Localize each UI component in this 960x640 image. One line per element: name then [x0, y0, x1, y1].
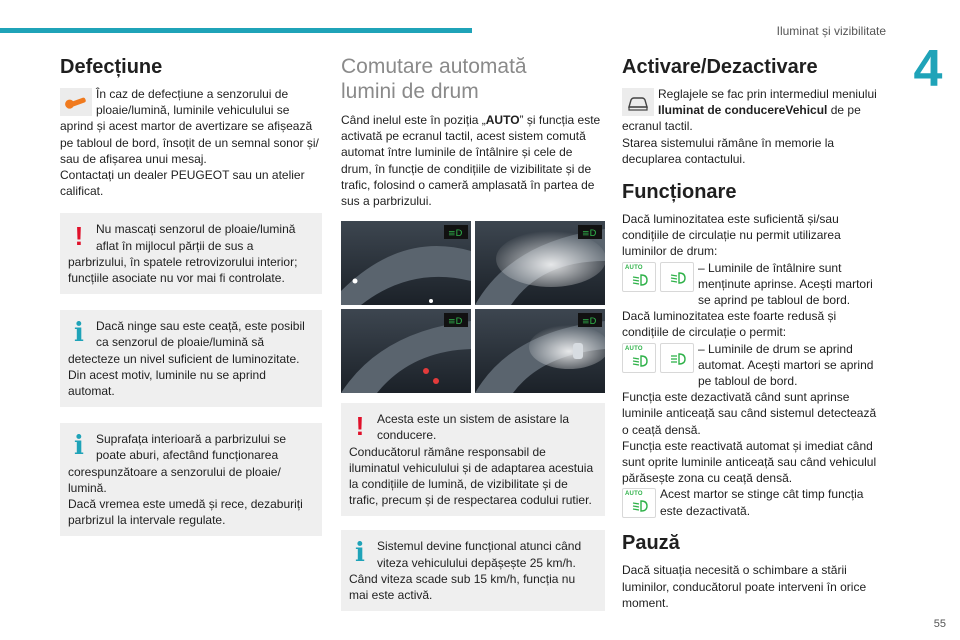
- warning-note-sensor: [60, 213, 322, 294]
- warning-exclamation-icon: !: [74, 221, 84, 252]
- defect-contact-text: Contactați un dealer PEUGEOT sau un atelier calificat.: [60, 168, 305, 199]
- section-title-operation: Funcționare: [622, 181, 737, 204]
- low-beam-indicator-icon: [660, 262, 694, 292]
- info-icon: i: [355, 538, 365, 569]
- fog-reactivation-text: Funcția este reactivată automat și imediat când sunt oprite luminile anticeață sau când vehiculul părăsește zona cu ceață densă.: [622, 438, 877, 486]
- section-title-activation: Activare/Dezactivare: [622, 56, 818, 78]
- deactivated-text: Acest martor se stinge cât timp funcția este dezactivată.: [660, 487, 864, 518]
- note-text: Dacă ninge sau este ceață, este posibil ca senzorul de ploaie/lumină să detecteze un nivel suficient de luminozitate. Din acest motiv, luminile nu se aprind automat.: [68, 319, 305, 399]
- pause-text: Dacă situația necesită o schimbare a stării luminilor, conducătorul poate interveni în orice moment.: [622, 563, 867, 610]
- column-auto-high-beam: [341, 54, 605, 611]
- info-note-snow: [60, 310, 322, 407]
- note-text: Sistemul devine funcțional atunci când viteza vehiculului depășește 25 km/h.: [377, 539, 582, 570]
- info-icon: i: [74, 431, 84, 462]
- note-text: Suprafața interioară a parbrizului se poate aburi, afectând funcționarea corespunzătoare a senzorului de ploaie/ lumină.: [68, 432, 287, 495]
- operation-intro: Dacă luminozitatea este suficientă și/sau condițiile de circulație nu permit utilizarea luminilor de drum:: [622, 212, 841, 259]
- auto-lights-indicator-icon: AUTO: [622, 262, 656, 292]
- section-title-pause: Pauză: [622, 532, 680, 555]
- svg-text:≡D: ≡D: [448, 229, 463, 240]
- note-text: Nu mascați senzorul de ploaie/lumină aflat în mijlocul părții de sus a parbrizului, în spatele retrovizorului interior; funcțiile asociate nu vor mai fi controlate.: [68, 222, 298, 286]
- section-title-auto-high-beam: [341, 54, 605, 104]
- defect-text: În caz de defecțiune a senzorului de ploaie/lumină, luminile vehiculului se aprind și acest martor de avertizare se afișează pe tabloul de bord, însoțit de un semnal sonor și/ sau de afișarea unui mesaj.: [60, 87, 319, 166]
- auto-high-beam-text: Când inelul este în poziția „AUTO” și funcția este activată pe ecranul tactil, acest sistem comută automat între luminile de întâlnire și cele de drum, în funcție de condițiile de vizibilitate și de trafic, folosind o cameră amplasată în partea de sus a parbrizului.: [341, 113, 601, 209]
- chapter-number: 4: [913, 40, 943, 98]
- auto-lights-indicator-icon: AUTO: [622, 488, 656, 518]
- car-settings-icon: [622, 88, 654, 116]
- header-accent-bar: [0, 28, 472, 33]
- wrench-icon: [60, 88, 92, 116]
- fog-deactivation-text: Funcția este dezactivată când sunt aprinse luminile anticeață sau când sistemul detectează o ceață densă.: [622, 390, 877, 437]
- auto-lights-indicator-icon: AUTO: [622, 343, 656, 373]
- low-light-intro: Dacă luminozitatea este foarte redusă și condițiile de circulație o permit:: [622, 309, 837, 340]
- activation-block: [622, 86, 884, 135]
- page-header-title: Iluminat și vizibilitate: [776, 24, 886, 38]
- note-text: Conducătorul rămâne responsabil de iluminatul vehiculului și de adaptarea acestuia la condițiile de lumină, de vizibilitate și de trafic, precum și de respectarea codului rutier.: [349, 444, 594, 508]
- defect-paragraph-block: [60, 86, 322, 167]
- svg-text:≡D: ≡D: [582, 229, 597, 240]
- info-note-fog: [60, 423, 322, 536]
- low-beam-indicator-row: [622, 260, 884, 309]
- svg-text:≡D: ≡D: [582, 317, 597, 328]
- memory-text: Starea sistemului rămâne în memorie la decuplarea contactului.: [622, 135, 835, 166]
- section-title-defect: Defecțiune: [60, 56, 163, 78]
- low-beam-text: – Luminile de întâlnire sunt menținute aprinse. Acești martori se aprind pe tabloul de bord.: [698, 260, 873, 308]
- info-note-speed: [341, 530, 605, 611]
- warning-exclamation-icon: !: [355, 411, 365, 442]
- deactivated-indicator-row: [622, 486, 884, 520]
- title-line-1: Comutare automată: [341, 55, 527, 78]
- note-text: Acesta este un sistem de asistare la conducere.: [377, 412, 570, 443]
- high-beam-indicator-row: [622, 341, 884, 390]
- activation-text: Reglajele se fac prin intermediul meniului Iluminat de conducereVehicul de pe ecranul tactil.: [622, 87, 877, 134]
- note-text: Când viteza scade sub 15 km/h, funcția nu mai este activă.: [349, 571, 576, 603]
- page-number: 55: [933, 618, 946, 630]
- warning-note-driver-assist: [341, 403, 605, 516]
- info-icon: i: [74, 318, 84, 349]
- title-line-2: lumini de drum: [341, 80, 479, 103]
- svg-text:≡D: ≡D: [448, 317, 463, 328]
- high-beam-indicator-icon: [660, 343, 694, 373]
- high-beam-illustration: [341, 221, 605, 393]
- high-beam-text: – Luminile de drum se aprind automat. Acești martori se aprind pe tabloul de bord.: [698, 341, 874, 389]
- column-defect: [60, 54, 322, 536]
- note-text: Dacă vremea este umedă și rece, dezaburiți parbrizul la intervale regulate.: [68, 497, 303, 528]
- column-activation: [622, 54, 884, 611]
